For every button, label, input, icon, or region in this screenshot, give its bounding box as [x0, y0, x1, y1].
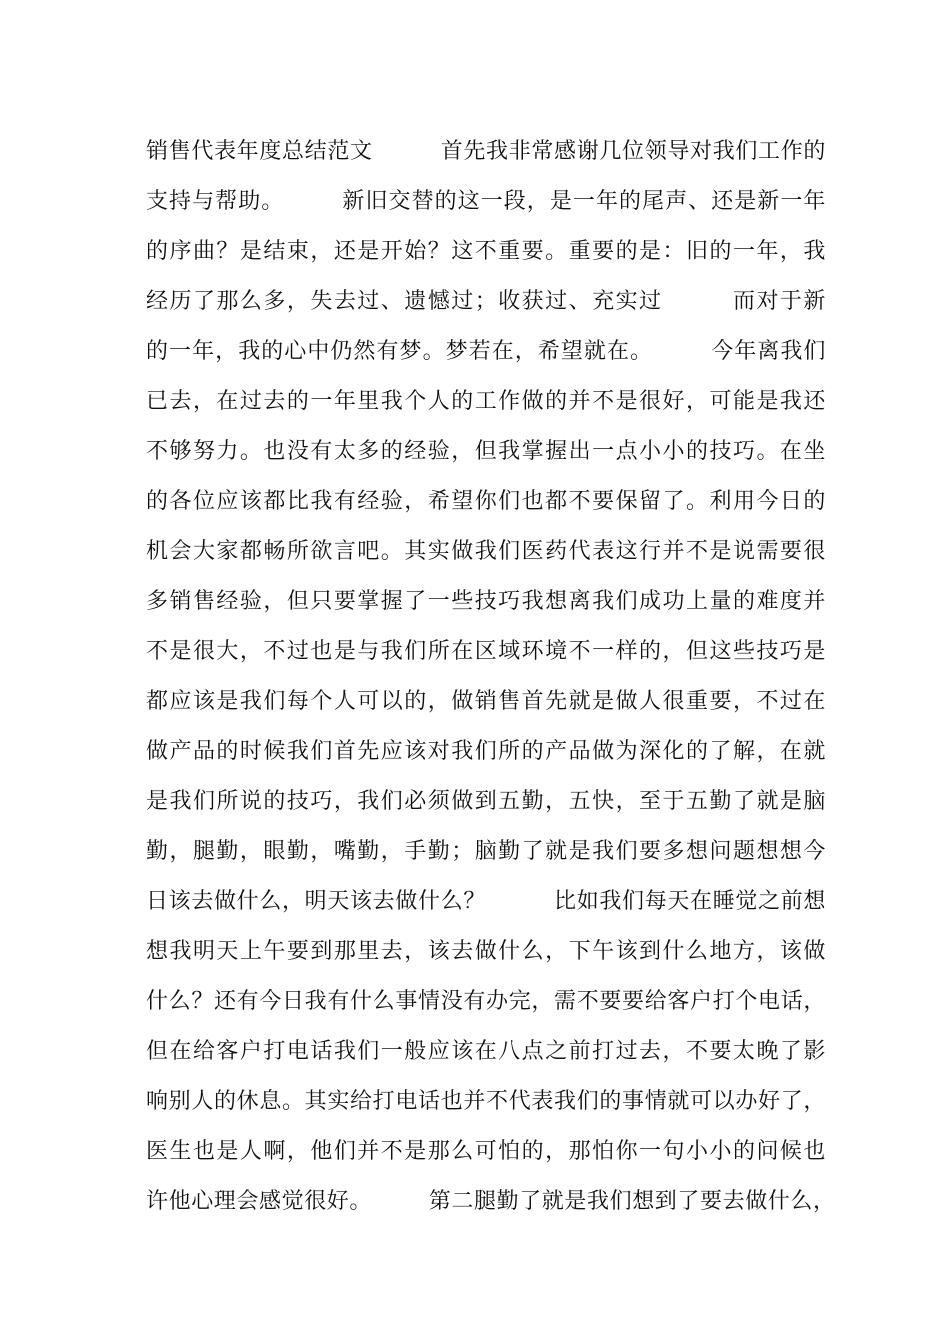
text-line: 多销售经验，但只要掌握了一些技巧我想离我们成功上量的难度并: [146, 589, 826, 614]
text-line: 的各位应该都比我有经验，希望你们也都不要保留了。利用今日的: [146, 489, 826, 514]
text-line: 勤，腿勤，眼勤，嘴勤，手勤；脑勤了就是我们要多想问题想想今: [146, 839, 826, 864]
text-line: 支持与帮助。 新旧交替的这一段，是一年的尾声、还是新一年: [146, 189, 826, 214]
text-line: 的一年，我的心中仍然有梦。梦若在，希望就在。 今年离我们: [146, 339, 826, 364]
text-line: 什么？还有今日我有什么事情没有办完，需不要要给客户打个电话，: [146, 989, 826, 1014]
text-line: 但在给客户打电话我们一般应该在八点之前打过去，不要太晚了影: [146, 1039, 826, 1064]
text-line: 的序曲？是结束，还是开始？这不重要。重要的是：旧的一年，我: [146, 239, 826, 264]
text-line: 响别人的休息。其实给打电话也并不代表我们的事情就可以办好了，: [146, 1089, 826, 1114]
text-line: 不是很大，不过也是与我们所在区域环境不一样的，但这些技巧是: [146, 639, 826, 664]
body-text: [146, 132, 836, 1232]
text-line: 销售代表年度总结范文 首先我非常感谢几位领导对我们工作的: [146, 139, 826, 164]
text-line: 经历了那么多，失去过、遗憾过；收获过、充实过 而对于新: [146, 289, 826, 314]
text-line: 医生也是人啊，他们并不是那么可怕的，那怕你一句小小的问候也: [146, 1139, 826, 1164]
text-line: 做产品的时候我们首先应该对我们所的产品做为深化的了解，在就: [146, 739, 826, 764]
text-line: 已去，在过去的一年里我个人的工作做的并不是很好，可能是我还: [146, 389, 826, 414]
text-line: 想我明天上午要到那里去，该去做什么，下午该到什么地方，该做: [146, 939, 826, 964]
text-line: 日该去做什么，明天该去做什么？ 比如我们每天在睡觉之前想: [146, 889, 826, 914]
text-line: 是我们所说的技巧，我们必须做到五勤，五快，至于五勤了就是脑: [146, 789, 826, 814]
text-line: 都应该是我们每个人可以的，做销售首先就是做人很重要，不过在: [146, 689, 826, 714]
text-line: 许他心理会感觉很好。 第二腿勤了就是我们想到了要去做什么，: [146, 1189, 836, 1214]
text-line: 机会大家都畅所欲言吧。其实做我们医药代表这行并不是说需要很: [146, 539, 826, 564]
text-line: 不够努力。也没有太多的经验，但我掌握出一点小小的技巧。在坐: [146, 439, 826, 464]
